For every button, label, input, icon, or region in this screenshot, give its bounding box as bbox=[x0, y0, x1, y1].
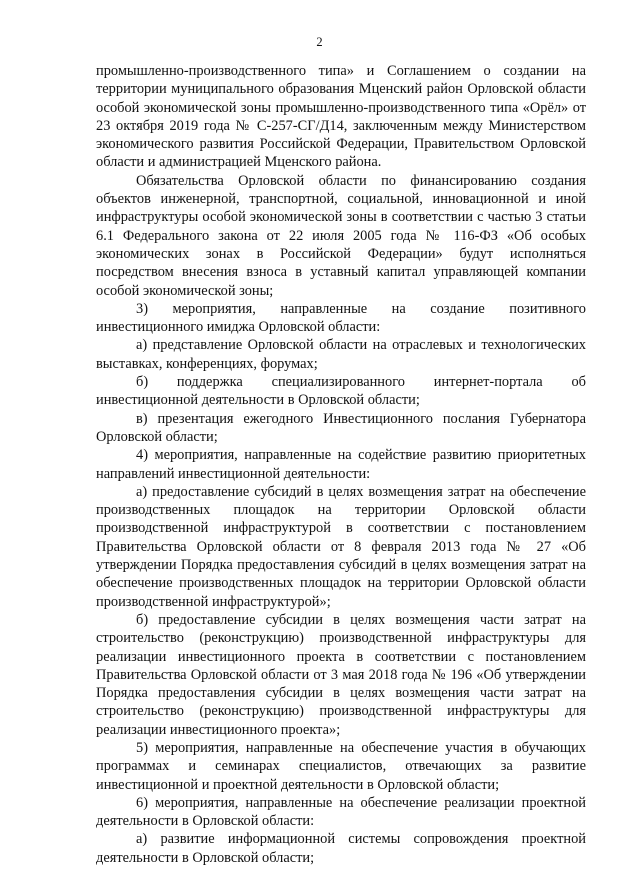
document-body bbox=[96, 62, 586, 867]
paragraph-obligations: Обязательства Орловской области по финансированию создания объектов инженерной, транспортной, социальной, инновационной и иной инфраструктуры особой экономической зоны в соответствии с частью 3 статьи 6.1 Федерального закона от 22 июля 2005 года № 116-ФЗ «Об особых экономических зонах в Российской Федерации» будут исполняться посредством внесения взноса в уставный капитал управляющей компании особой экономической зоны; bbox=[96, 172, 586, 299]
paragraph-item-4a: а) предоставление субсидий в целях возмещения затрат на обеспечение производственных площадок на территории Орловской области производственной инфраструктурой в соответствии с постановлением Правительства Орловской области от 8 февраля 2013 года № 27 «Об утверждении Порядка предоставления субсидий в целях возмещения затрат на обеспечение производственных площадок на территории Орловской области производственной инфраструктурой»; bbox=[96, 483, 586, 610]
paragraph-item-6: 6) мероприятия, направленные на обеспечение реализации проектной деятельности в Орловской области: bbox=[96, 794, 586, 830]
page-number: 2 bbox=[316, 35, 323, 49]
paragraph-item-3a: а) представление Орловской области на отраслевых и технологических выставках, конференциях, форумах; bbox=[96, 337, 586, 372]
paragraph-item-3v: в) презентация ежегодного Инвестиционного послания Губернатора Орловской области; bbox=[96, 410, 586, 445]
paragraph-item-3b: б) поддержка специализированного интернет-портала об инвестиционной деятельности в Орловской области; bbox=[96, 374, 586, 409]
paragraph-item-4: 4) мероприятия, направленные на содействие развитию приоритетных направлений инвестиционной деятельности: bbox=[96, 447, 586, 482]
paragraph-item-3: 3) мероприятия, направленные на создание позитивного инвестиционного имиджа Орловской области: bbox=[96, 300, 586, 336]
paragraph-continuation: промышленно-производственного типа» и Соглашением о создании на территории муниципального образования Мценский район Орловской области особой экономической зоны промышленно-производственного типа «Орёл» от 23 октября 2019 года № С-257-СГ/Д14, заключенным между Министерством экономического развития Российской Федерации, Правительством Орловской области и администрацией Мценского района. bbox=[96, 63, 586, 171]
paragraph-item-4b: б) предоставление субсидии в целях возмещения части затрат на строительство (реконструкцию) производственной инфраструктуры для реализации инвестиционного проекта в соответствии с постановлением Правительства Орловской области от 3 мая 2018 года № 196 «Об утверждении Порядка предоставления субсидии в целях возмещения части затрат на строительство (реконструкцию) производственной инфраструктуры для реализации инвестиционного проекта»; bbox=[96, 611, 586, 738]
paragraph-item-6a: а) развитие информационной системы сопровождения проектной деятельности в Орловской области; bbox=[96, 831, 586, 866]
paragraph-item-5: 5) мероприятия, направленные на обеспечение участия в обучающих программах и семинарах специалистов, отвечающих за развитие инвестиционной и проектной деятельности в Орловской области; bbox=[96, 739, 586, 793]
